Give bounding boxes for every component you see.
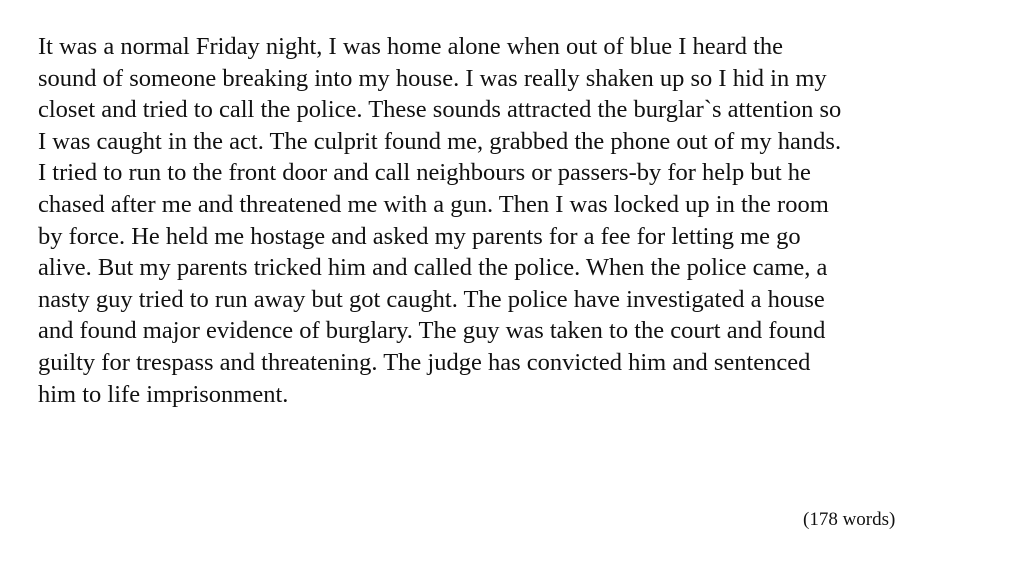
paragraph-line-9: nasty guy tried to run away but got caught. The police have investigated a house: [38, 285, 825, 313]
paragraph-line-11: guilty for trespass and threatening. The judge has convicted him and sentenced: [38, 348, 811, 376]
word-count: (178 words): [803, 509, 896, 530]
story-paragraph: [38, 31, 998, 410]
paragraph-line-2: sound of someone breaking into my house. I was really shaken up so I hid in my: [38, 64, 827, 92]
paragraph-line-8: alive. But my parents tricked him and called the police. When the police came, a: [38, 254, 828, 282]
paragraph-line-4: I was caught in the act. The culprit found me, grabbed the phone out of my hands.: [38, 127, 842, 155]
paragraph-line-5: I tried to run to the front door and call neighbours or passers-by for help but he: [38, 159, 811, 187]
paragraph-line-3: closet and tried to call the police. These sounds attracted the burglar`s attention so: [38, 96, 842, 124]
paragraph-line-12: him to life imprisonment.: [38, 380, 289, 408]
paragraph-line-10: and found major evidence of burglary. The guy was taken to the court and found: [38, 317, 826, 345]
paragraph-line-7: by force. He held me hostage and asked my parents for a fee for letting me go: [38, 222, 801, 250]
paragraph-line-6: chased after me and threatened me with a gun. Then I was locked up in the room: [38, 190, 829, 218]
paragraph-line-1: It was a normal Friday night, I was home alone when out of blue I heard the: [38, 33, 784, 60]
